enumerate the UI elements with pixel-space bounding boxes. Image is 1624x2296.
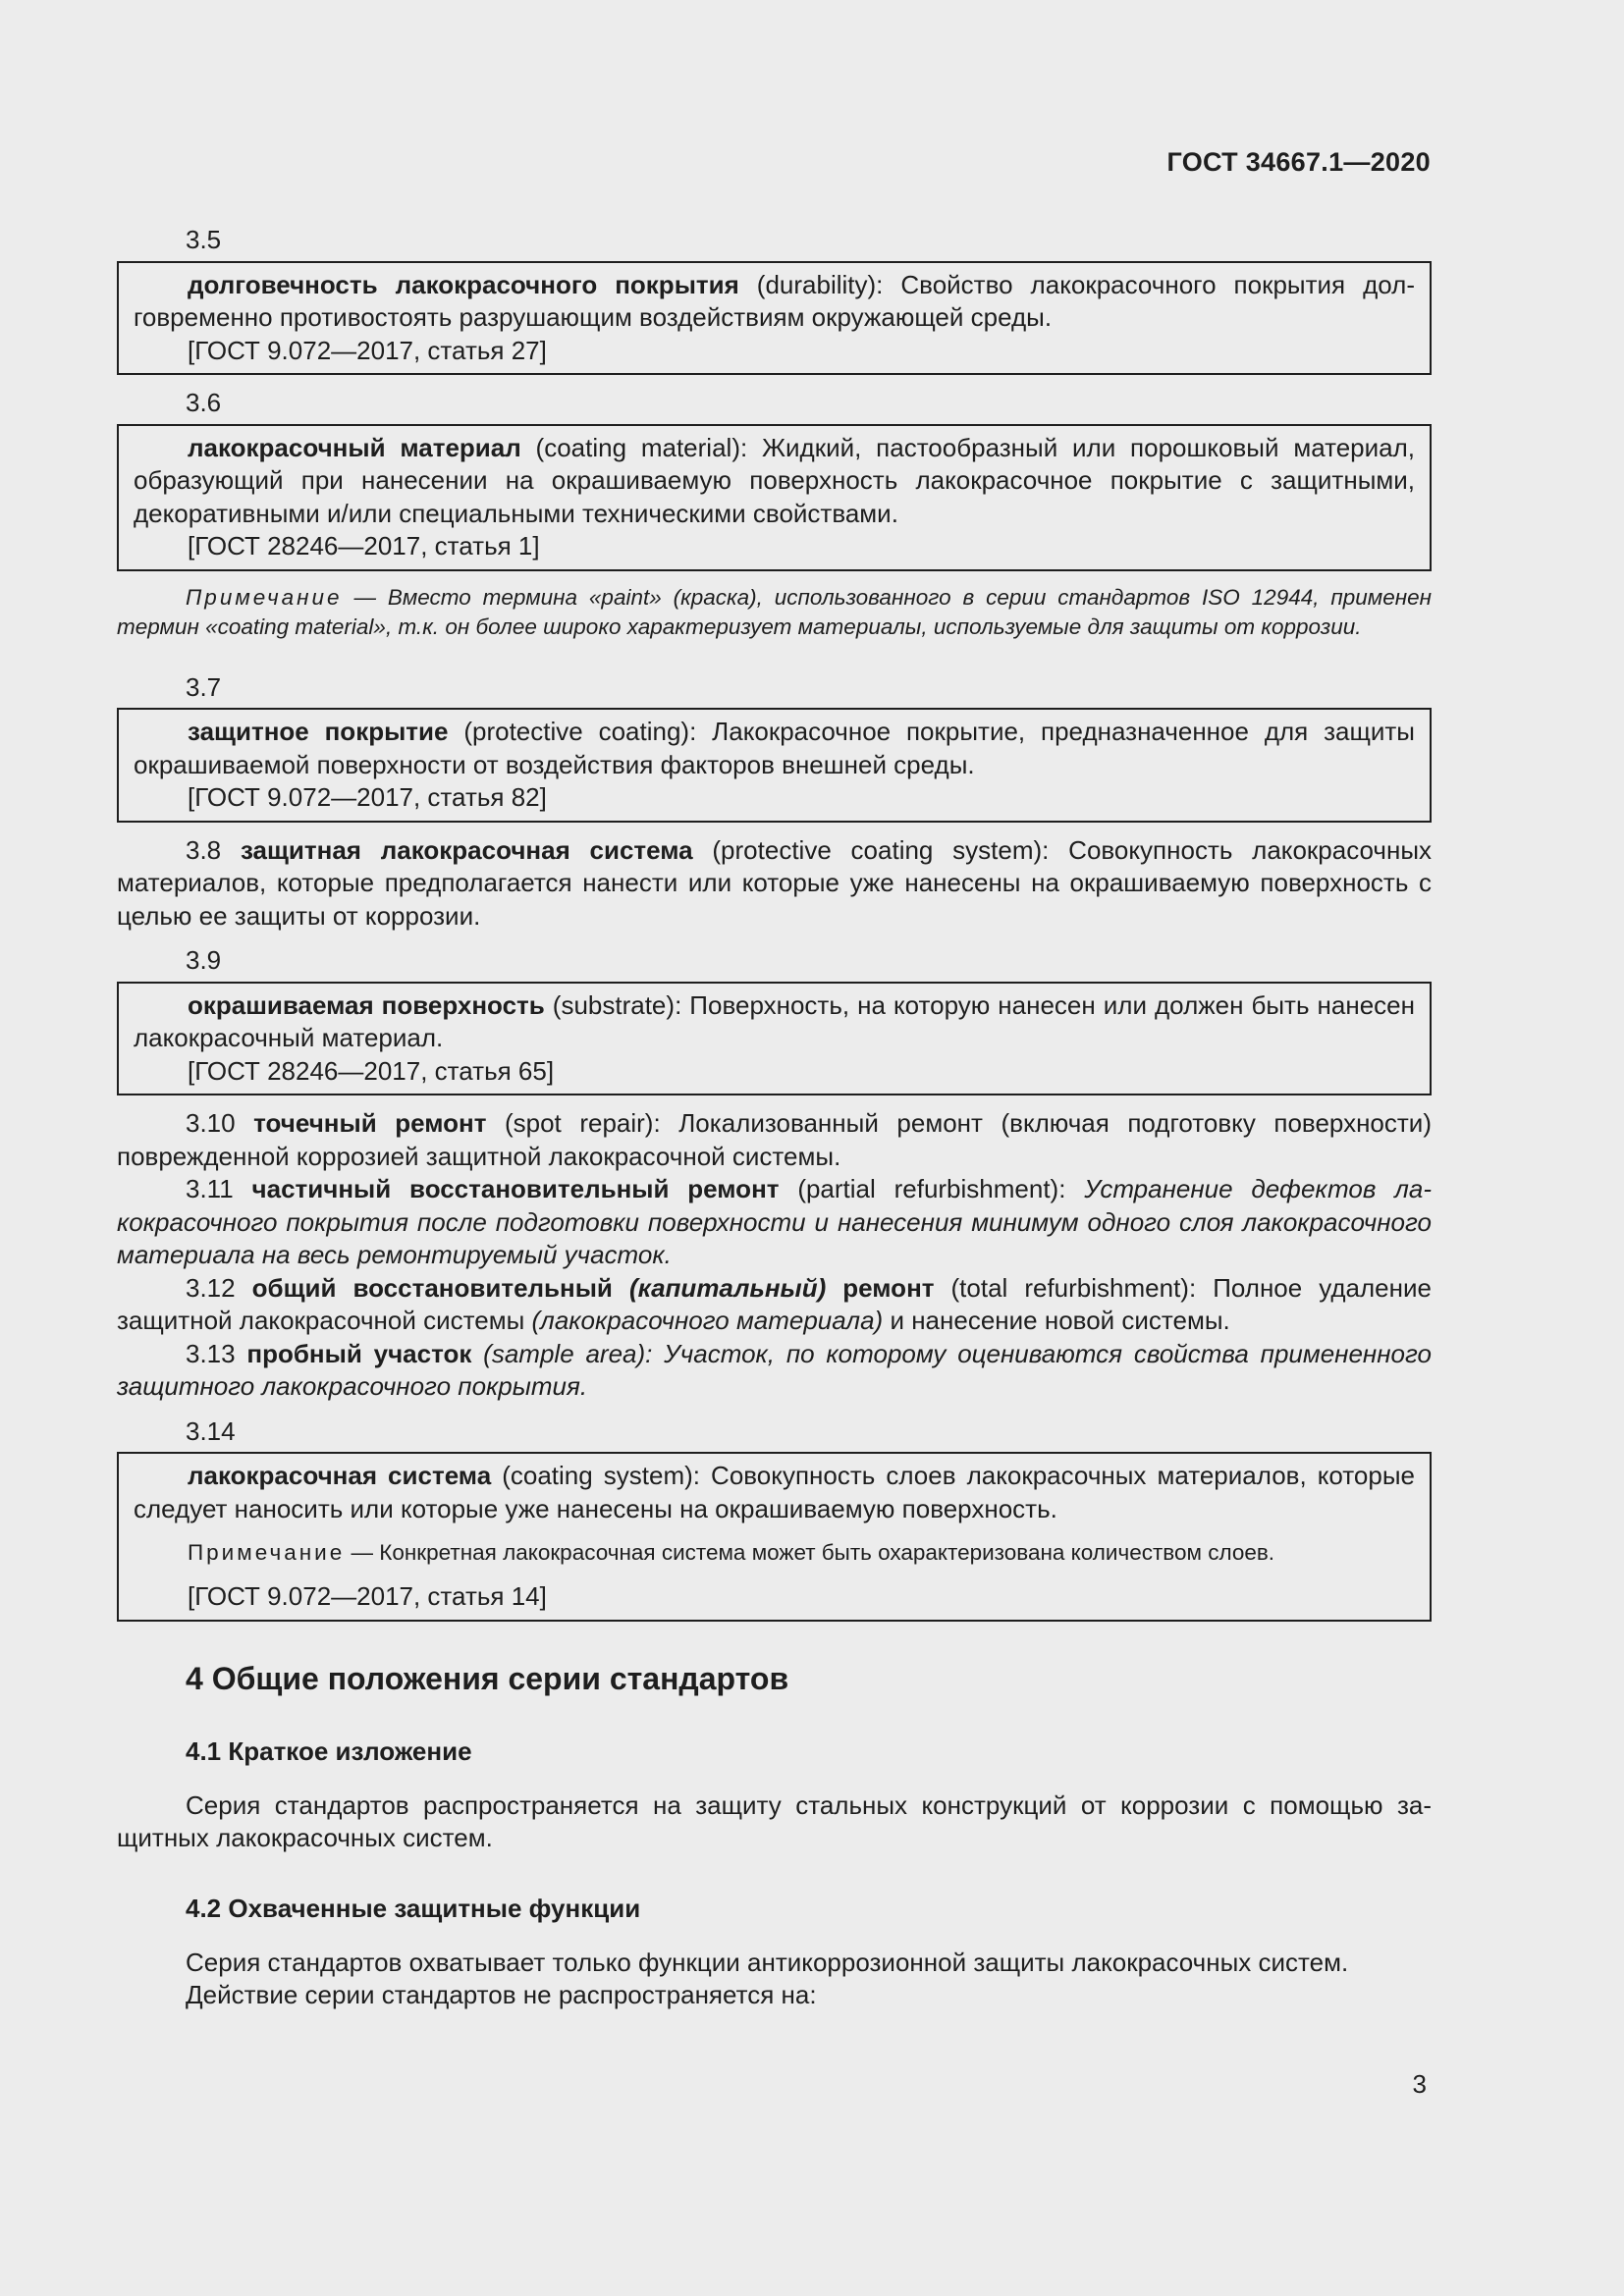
term-reference: [ГОСТ 28246—2017, статья 65]	[188, 1055, 555, 1086]
page-number: 3	[1412, 2069, 1427, 2099]
document-code-header: ГОСТ 34667.1—2020	[1166, 147, 1431, 177]
term-box-3-6	[117, 424, 1432, 571]
term-title: пробный участок	[246, 1338, 472, 1368]
term-title: защитное покрытие	[188, 717, 449, 746]
subsection-heading: 4.2 Охваченные защитные функции	[186, 1893, 641, 1923]
term-definition: лакокрасочная система (coating system): Совокупность слоев лакокрасочных материалов, которые следует наносить или которые уже нанесены на окрашиваемую поверхность.	[134, 1461, 1415, 1523]
term-title: лакокрасочная система	[188, 1461, 492, 1490]
term-definition: долговечность лакокрасочного покрытия (durability): Свойство лакокрасочного покрытия долговременно противостоять разрушающим воздействиям окружающей среды.	[134, 269, 1416, 332]
term-paragraph-3-8: 3.8 защитная лакокрасочная система (protective coating system): Совокупность лакокрасочных материалов, которые предполагается нанести или которые уже нанесены на окрашиваемую поверхность с целью ее защиты от коррозии.	[117, 834, 1433, 931]
term-box-3-9	[117, 982, 1432, 1096]
term-number: 3.6	[186, 388, 222, 417]
term-number: 3.5	[186, 225, 222, 254]
section-heading: 4 Общие положения серии стандартов	[186, 1660, 789, 1696]
document-body	[117, 224, 1432, 2012]
term-paragraph-3-10: 3.10 точечный ремонт (spot repair): Локализованный ремонт (включая подготовку поверхности) поврежденной коррозией защитной лакокрасочной системы.	[117, 1108, 1432, 1171]
section-paragraph: Серия стандартов распространяется на защиту стальных конструкций от коррозии с помощью защитных лакокрасочных систем.	[117, 1789, 1432, 1852]
term-paragraph-3-12: 3.12 общий восстановительный (капитальный) ремонт (total refurbishment): Полное удаление защитной лакокрасочной системы (лакокрасочного материала) и нанесение новой системы.	[117, 1272, 1432, 1335]
subsection-heading: 4.1 Краткое изложение	[186, 1735, 472, 1766]
term-number: 3.7	[186, 671, 222, 702]
term-paragraph-3-11: 3.11 частичный восстановительный ремонт (partial refurbishment): Устранение дефектов лакокрасочного покрытия после подготовки поверхности и нанесения минимум одного слоя лакокрасочного материала на весь ремонтируемый участок.	[117, 1174, 1432, 1269]
term-number: 3.9	[186, 945, 222, 975]
section-paragraph: Серия стандартов охватывает только функции антикоррозионной защиты лакокрасочных систем.	[186, 1947, 1349, 1977]
term-paragraph-3-13: 3.13 пробный участок (sample area): Участок, по которому оцениваются свойства примененного защитного лакокрасочного покрытия.	[117, 1338, 1432, 1401]
note-label: Примечание	[188, 1540, 346, 1565]
term-title: окрашиваемая поверхность	[188, 989, 545, 1020]
term-box-3-7	[117, 708, 1432, 823]
term-title: точечный ремонт	[253, 1108, 487, 1138]
note-label: Примечание	[186, 584, 343, 610]
term-box-3-14	[117, 1452, 1432, 1622]
term-reference: [ГОСТ 9.072—2017, статья 27]	[188, 335, 547, 365]
term-title: защитная лакокрасочная система	[240, 834, 693, 865]
term-title: долговечность лакокрасочного покрытия	[188, 269, 739, 299]
term-reference: [ГОСТ 9.072—2017, статья 14]	[188, 1581, 547, 1611]
term-number: 3.14	[186, 1415, 236, 1446]
term-reference: [ГОСТ 28246—2017, статья 1]	[188, 531, 540, 561]
term-definition: лакокрасочный материал (coating material): Жидкий, пастообразный или порошковый материал, образующий при нанесении на окрашиваемую поверхность лакокрасочное покрытие с защитными, декоративными и/или специальными техническими свойствами.	[134, 432, 1415, 528]
section-paragraph: Действие серии стандартов не распространяется на:	[186, 1980, 817, 2009]
term-box-3-5	[117, 261, 1432, 376]
term-definition: защитное покрытие (protective coating): Лакокрасочное покрытие, предназначенное для защиты окрашиваемой поверхности от воздействия факторов внешней среды.	[134, 717, 1415, 779]
term-title: лакокрасочный материал	[188, 432, 521, 462]
term-reference: [ГОСТ 9.072—2017, статья 82]	[188, 782, 547, 812]
term-note: Примечание — Вместо термина «paint» (краска), использованного в серии стандартов ISO 12944, применен термин «coating material», т.к. он более широко характеризует материалы, используемые для защиты от коррозии.	[117, 584, 1432, 639]
term-title: общий восстановительный (капитальный) ремонт	[251, 1272, 935, 1303]
term-definition: окрашиваемая поверхность (substrate): Поверхность, на которую нанесен или должен быть нанесен лакокрасочный материал.	[134, 989, 1415, 1052]
term-note: Примечание — Конкретная лакокрасочная система может быть охарактеризована количеством слоев.	[188, 1540, 1275, 1565]
term-title: частичный восстановительный ремонт	[251, 1174, 780, 1203]
